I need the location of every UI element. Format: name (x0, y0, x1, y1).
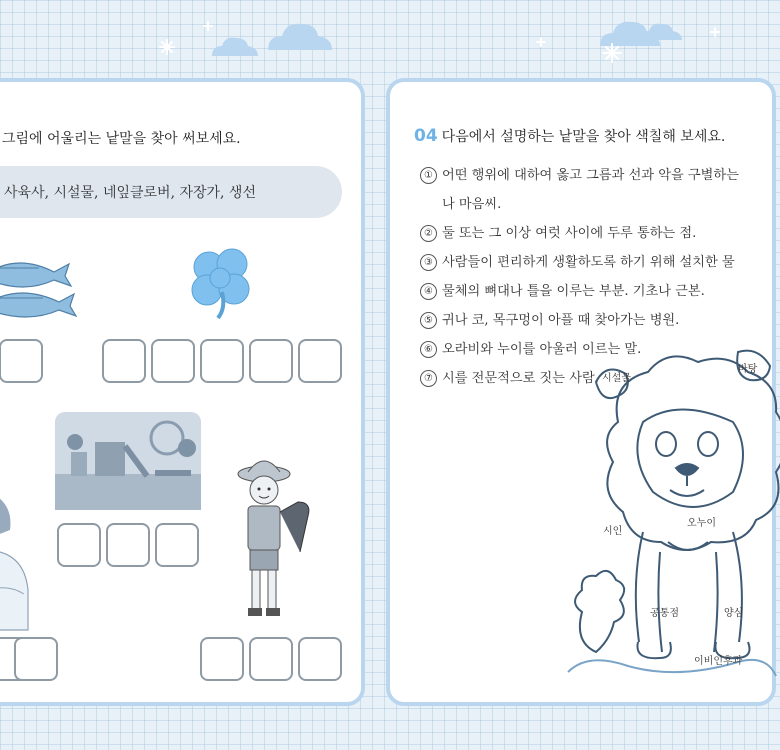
clue-item: ⑦ 시를 전문적으로 짓는 사람. (420, 367, 780, 396)
word-bank (0, 166, 342, 218)
word-bank-text: 사육사, 시설물, 네잎클로버, 자장가, 생선 (4, 185, 256, 201)
fish-illustration (0, 250, 94, 330)
answer-box[interactable] (249, 637, 293, 681)
clue-item: ③ 사람들이 편리하게 생활하도록 하기 위해 설치한 물 (420, 251, 780, 280)
answer-box[interactable] (298, 339, 342, 383)
right-instruction: 다음에서 설명하는 낱말을 찾아 색칠해 보세요. (441, 129, 726, 145)
answer-box[interactable] (57, 523, 101, 567)
answer-box[interactable] (0, 339, 43, 383)
lion-label-ent[interactable]: 이비인후과 (694, 656, 743, 667)
answer-box[interactable] (200, 339, 244, 383)
answer-box[interactable] (106, 523, 150, 567)
lion-label-common[interactable]: 공통점 (650, 608, 679, 619)
lion-label-foundation[interactable]: 바탕 (738, 364, 758, 375)
cloud-icon (0, 0, 750, 75)
clue-item: ① 어떤 행위에 대하여 옳고 그름과 선과 악을 구별하는 (420, 164, 780, 193)
left-instruction: 그림에 어울리는 낱말을 찾아 써보세요. (2, 131, 241, 147)
clue-item: ⑥ 오라비와 누이를 아울러 이르는 말. (420, 338, 780, 367)
answer-box[interactable] (298, 637, 342, 681)
four-leaf-clover-illustration (182, 242, 262, 322)
clue-item: ④ 물체의 뼈대나 틀을 이루는 부분. 기초나 근본. (420, 280, 780, 309)
clue-item: ② 둘 또는 그 이상 여럿 사이에 두루 통하는 점. (420, 222, 780, 251)
mother-lullaby-illustration (0, 480, 32, 630)
answer-box[interactable] (102, 339, 146, 383)
lion-label-poet[interactable]: 시인 (603, 526, 623, 537)
question-number: 04 (414, 126, 438, 146)
answer-box[interactable] (200, 637, 244, 681)
lion-label-conscience[interactable]: 양심 (724, 608, 744, 619)
lion-label-facility[interactable]: 시설물 (602, 373, 631, 384)
lion-coloring-illustration (558, 352, 776, 702)
zookeeper-illustration (232, 454, 324, 634)
lion-label-siblings[interactable]: 오누이 (687, 518, 716, 529)
playground-facility-illustration (55, 412, 201, 510)
left-worksheet-page (0, 78, 365, 706)
answer-box[interactable] (249, 339, 293, 383)
answer-box[interactable] (14, 637, 58, 681)
answer-box[interactable] (151, 339, 195, 383)
clue-item: ⑤ 귀나 코, 목구멍이 아플 때 찾아가는 병원. (420, 309, 780, 338)
answer-box[interactable] (155, 523, 199, 567)
right-worksheet-page (386, 78, 776, 706)
right-instruction-line (414, 126, 725, 146)
clue-item-continued: 나 마음씨. (442, 197, 502, 212)
